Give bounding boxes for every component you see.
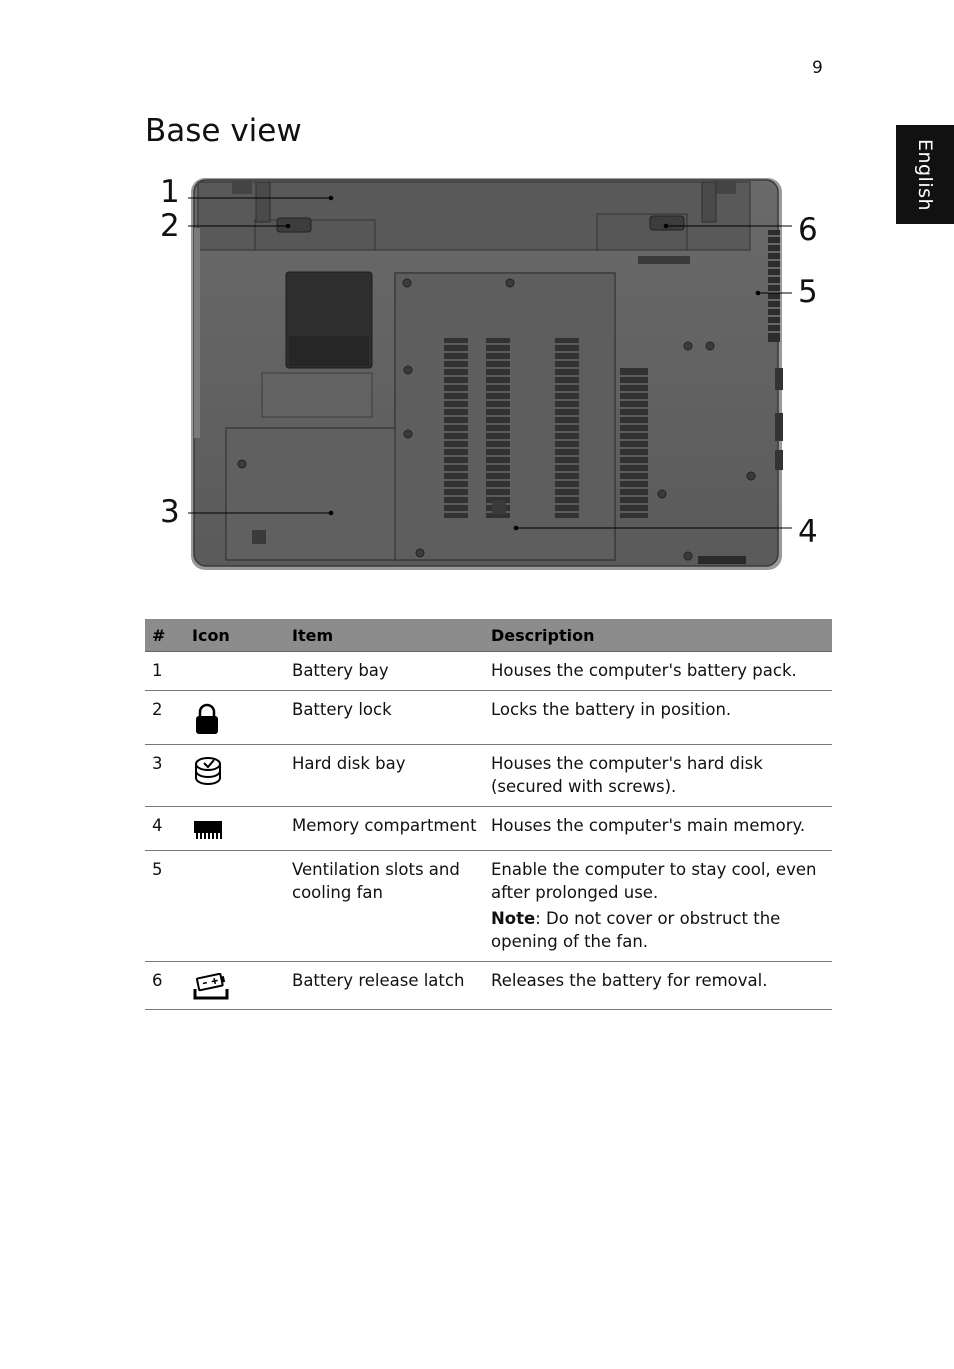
note-label: Note <box>491 909 536 928</box>
language-tab-label: English <box>914 138 936 211</box>
row-item: Battery lock <box>285 691 484 745</box>
row-number: 6 <box>145 962 185 1010</box>
note-text: : Do not cover or obstruct the opening of the fan. <box>491 909 781 951</box>
table-header-row <box>145 619 832 652</box>
page-title: Base view <box>145 113 302 149</box>
laptop-base-figure <box>150 168 830 588</box>
row-number: 5 <box>145 851 185 962</box>
callout-5: 5 <box>798 274 818 310</box>
callout-3: 3 <box>160 494 180 530</box>
table-row <box>145 691 832 745</box>
memory-icon <box>192 818 224 842</box>
base-view-table <box>145 619 832 1010</box>
hard-disk-icon <box>192 756 224 788</box>
row-item: Battery release latch <box>285 962 484 1010</box>
row-description: Enable the computer to stay cool, even after prolonged use. <box>491 860 817 902</box>
row-number: 3 <box>145 745 185 807</box>
table-row <box>145 962 832 1010</box>
row-item: Battery bay <box>285 652 484 691</box>
row-description: Houses the computer's battery pack. <box>484 652 832 691</box>
row-description: Houses the computer's hard disk (secured with screws). <box>484 745 832 807</box>
row-description: Releases the battery for removal. <box>484 962 832 1010</box>
table-row <box>145 652 832 691</box>
header-item: Item <box>285 619 484 652</box>
header-number: # <box>145 619 185 652</box>
laptop-base-illustration <box>150 168 830 588</box>
row-item: Memory compartment <box>285 807 484 851</box>
row-number: 4 <box>145 807 185 851</box>
callout-4: 4 <box>798 514 818 550</box>
row-item: Ventilation slots and cooling fan <box>285 851 484 962</box>
row-description: Locks the battery in position. <box>484 691 832 745</box>
language-tab <box>896 125 954 224</box>
table-row <box>145 745 832 807</box>
row-item: Hard disk bay <box>285 745 484 807</box>
callout-2: 2 <box>160 208 180 244</box>
table-row <box>145 807 832 851</box>
battery-lock-icon <box>192 702 222 736</box>
header-description: Description <box>484 619 832 652</box>
callout-6: 6 <box>798 212 818 248</box>
callout-1: 1 <box>160 174 180 210</box>
page-number: 9 <box>812 58 823 78</box>
row-number: 2 <box>145 691 185 745</box>
battery-release-icon <box>192 973 230 1001</box>
row-number: 1 <box>145 652 185 691</box>
table-row <box>145 851 832 962</box>
header-icon: Icon <box>185 619 285 652</box>
row-note <box>491 907 825 953</box>
row-icon-empty <box>185 652 285 691</box>
row-description: Houses the computer's main memory. <box>484 807 832 851</box>
row-icon-empty <box>185 851 285 962</box>
